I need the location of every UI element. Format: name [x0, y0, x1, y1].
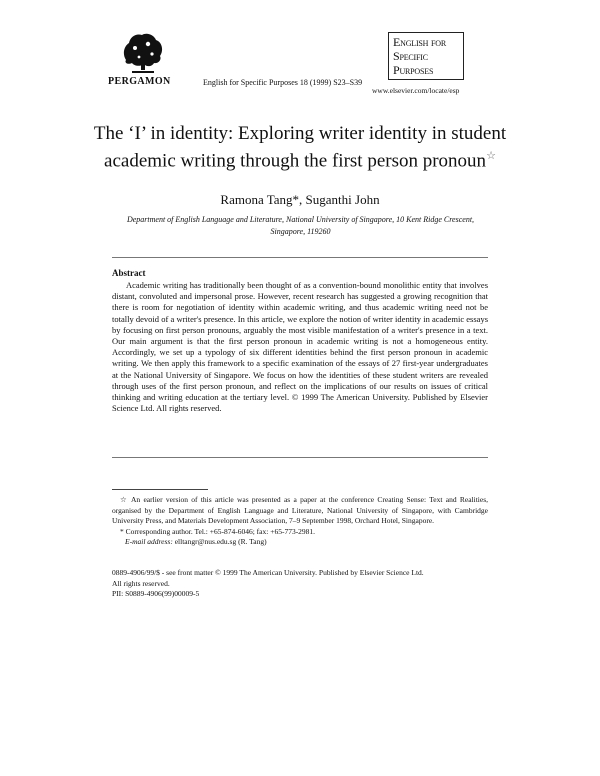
title-footnote-mark[interactable]: ☆ [486, 150, 496, 162]
footnotes [112, 495, 488, 548]
article-title [60, 122, 540, 172]
author-affiliation: Department of English Language and Literature, National University of Singapore, 10 Kent Ridge Crescent, Singapore, 119260 [126, 215, 475, 236]
journal-logo-line-2: Specific [393, 49, 428, 63]
abstract-top-rule [112, 257, 488, 258]
journal-logo [388, 32, 464, 80]
footnote-corresponding-author: * Corresponding author. Tel.: +65-874-6046; fax: +65-773-2981. [120, 526, 316, 536]
front-matter-pii: PII: S0889-4906(99)00009-5 [112, 589, 200, 598]
front-matter-copyright: 0889-4906/99/$ - see front matter © 1999 The American University. Published by Elsevier Science Ltd. [112, 568, 424, 577]
pergamon-tree-logo [120, 30, 166, 74]
footnote-email [112, 537, 488, 548]
article-authors: Ramona Tang*, Suganthi John [220, 192, 380, 207]
abstract-bottom-rule [112, 457, 488, 458]
article-title-text: The ‘I’ in identity: Exploring writer identity in student academic writing through the first person pronoun [93, 123, 507, 172]
footnote-conference: ☆ An earlier version of this article was presented as a paper at the conference Creating Sense: Text and Realities, organised by the Department of English Language and Literature, National University of Singapore, with Cambridge University Press, and Materials Development Association, 7–9 September 1998, Orchard Hotel, Singapore. [112, 495, 488, 525]
footnote-rule [112, 489, 208, 490]
abstract-heading: Abstract [112, 268, 146, 278]
journal-logo-line-3: Purposes [393, 63, 434, 77]
email-label: E-mail address: [125, 537, 173, 546]
journal-logo-line-1: English for [393, 35, 447, 49]
journal-citation: English for Specific Purposes 18 (1999) S23–S39 [203, 78, 363, 87]
front-matter [112, 568, 488, 600]
journal-website[interactable]: www.elsevier.com/locate/esp [372, 86, 460, 95]
email-address[interactable]: elltangr@nus.edu.sg (R. Tang) [174, 537, 267, 546]
abstract-text: Academic writing has traditionally been thought of as a convention-bound monolithic entity that involves distant, convoluted and impersonal prose. However, recent research has suggested a growing recognition that there is room for negotiation of identity within academic writing, and thus academic writing need not be totally devoid of a writer's presence. In this article, we explore the notion of writer identity in academic essays by focusing on first person pronouns, arguably the most visible manifestation of a writer's presence in a text. Our main argument is that the first person pronoun in academic writing is not a homogeneous entity. Accordingly, we set up a typology of six different identities behind the first person pronoun in academic writing. We then apply this framework to a specific examination of the essays of 27 first-year undergraduates at the National University of Singapore. We focus on how the identities of these student writers are revealed through uses of the first person pronoun, and reflect on the implications of our results on issues of critical thinking and writing education at the tertiary level. © 1999 The American University. Published by Elsevier Science Ltd. All rights reserved. [112, 280, 488, 414]
front-matter-rights: All rights reserved. [112, 578, 170, 588]
publisher-name: PERGAMON [108, 76, 171, 87]
